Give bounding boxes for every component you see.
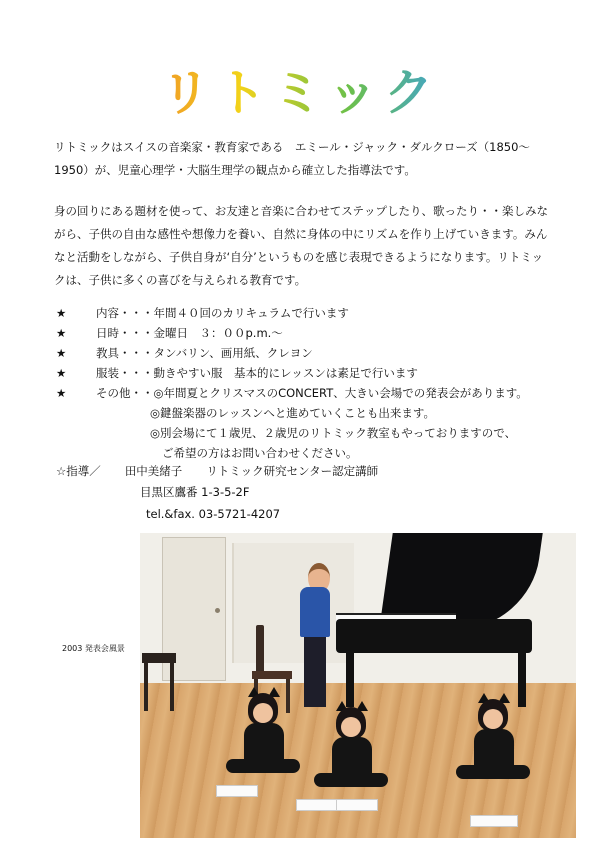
- instructor-contact: tel.&fax. 03-5721-4207: [146, 507, 281, 521]
- stool-leg: [170, 663, 174, 711]
- detail-row-clothing: [0, 363, 600, 383]
- detail-row-content: [0, 303, 600, 323]
- piano-body: [336, 619, 532, 653]
- page-title: リトミック: [0, 58, 600, 128]
- teacher-body: [300, 587, 330, 637]
- other-note-3: ご希望の方はお問い合わせください。: [162, 446, 358, 460]
- floor-card: [296, 799, 338, 811]
- child-figure: [328, 707, 378, 797]
- stool-seat: [142, 653, 176, 663]
- detail-row-other: [0, 383, 600, 403]
- child-legs: [226, 759, 300, 773]
- star-icon: ★: [56, 366, 67, 380]
- stool-leg: [144, 663, 148, 711]
- other-note-2: ◎別会場にて１歳児、２歳児のリトミック教室もやっておりますので、: [150, 426, 517, 440]
- child-face: [253, 703, 273, 723]
- door-knob: [215, 608, 220, 613]
- instructor-title: リトミック研究センター認定講師: [206, 464, 379, 478]
- child-face: [483, 709, 503, 729]
- detail-text: 教具・・・タンバリン、画用紙、クレヨン: [96, 346, 313, 360]
- photo-caption: 2003 発表会風景: [62, 644, 125, 653]
- instructor-label: ☆指導／: [56, 464, 101, 478]
- instructor-address: 目黒区鷹番 1-3-5-2F: [140, 485, 250, 499]
- star-icon: ★: [56, 326, 67, 340]
- star-icon: ★: [56, 386, 67, 400]
- teacher-legs: [304, 637, 326, 707]
- intro-paragraph-2: 身の回りにある題材を使って、お友達と音楽に合わせてステップしたり、歌ったり・・楽しみながら、子供の自由な感性や想像力を養い、自然に身体の中にリズムを作り上げていきます。みんなと活動をしながら、子供自身が‘自分’というものを感じ表現できるようになります。リトミックは、子供に多くの喜びを与えられる教育です。: [54, 204, 549, 287]
- floor-card: [336, 799, 378, 811]
- detail-row-materials: [0, 343, 600, 363]
- child-legs: [456, 765, 530, 779]
- floor-card: [470, 815, 518, 827]
- detail-row-schedule: [0, 323, 600, 343]
- detail-text: 内容・・・年間４０回のカリキュラムで行います: [96, 306, 349, 320]
- detail-text: 服装・・・動きやすい服 基本的にレッスンは素足で行います: [96, 366, 418, 380]
- intro-paragraph-1: リトミックはスイスの音楽家・教育家である エミール・ジャック・ダルクローズ（1850〜1950）が、児童心理学・大脳生理学の観点から確立した指導法です。: [54, 140, 530, 177]
- floor-card: [216, 785, 258, 797]
- child-figure: [470, 699, 520, 789]
- detail-text: その他・・◎年間夏とクリスマスのCONCERT、大きい会場での発表会があります。: [96, 386, 528, 400]
- piano-leg: [346, 653, 354, 707]
- child-legs: [314, 773, 388, 787]
- instructor-name: 田中美緒子: [124, 464, 183, 478]
- star-icon: ★: [56, 346, 67, 360]
- recital-photo: [140, 533, 576, 838]
- chair-seat: [252, 671, 292, 679]
- chair-back: [256, 625, 264, 675]
- detail-text: 日時・・・金曜日 ３：００p.m.〜: [96, 326, 283, 340]
- wall-decoration: [524, 543, 574, 673]
- instructor-line: [56, 461, 378, 481]
- other-note-1: ◎鍵盤楽器のレッスンへと進めていくことも出来ます。: [150, 406, 435, 420]
- child-figure: [240, 693, 290, 783]
- photo-stool: [142, 653, 176, 713]
- child-face: [341, 717, 361, 737]
- star-icon: ★: [56, 306, 67, 320]
